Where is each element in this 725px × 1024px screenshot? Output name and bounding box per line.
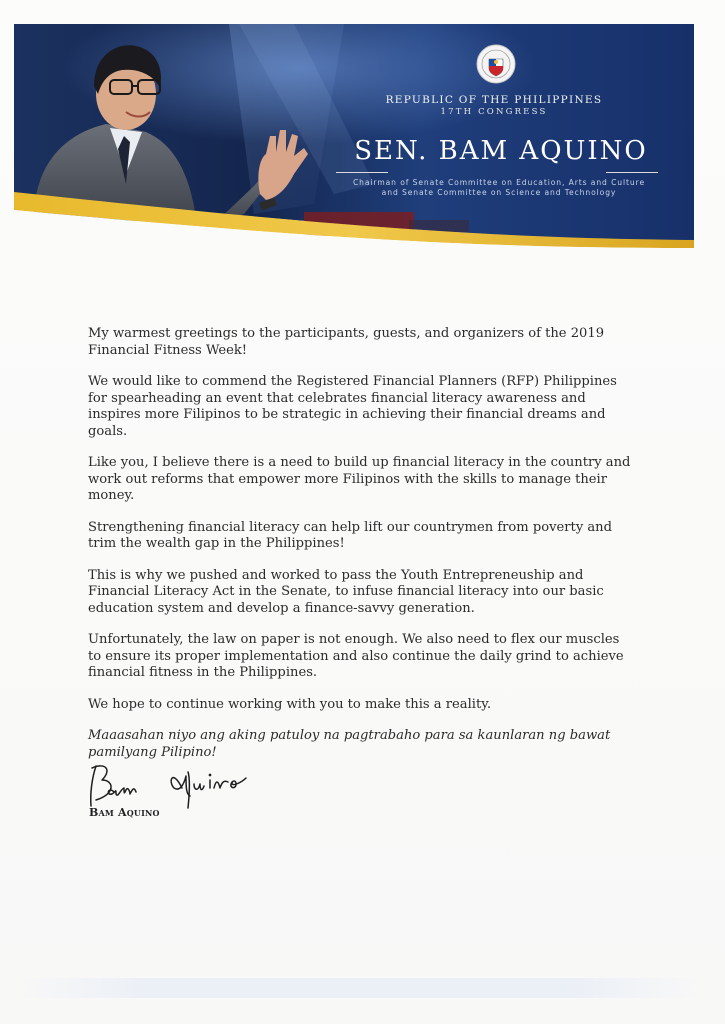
paragraph-law: This is why we pushed and worked to pass the Youth Entrepreneuship and Financial Literacy Act in the Senate, to infuse financial literacy into our basic education system and develop a finance-savvy generation. <box>88 567 604 616</box>
paragraph-greeting: My warmest greetings to the participants, guests, and organizers of the 2019 Financial Fitness Week! <box>88 326 605 358</box>
heading-rule-right <box>606 172 658 173</box>
signer-name: Bam Aquino <box>89 806 160 819</box>
senator-name-heading: SEN. BAM AQUINO <box>354 136 648 166</box>
paragraph-closing: Maaasahan niyo ang aking patuloy na pagtrabaho para sa kaunlaran ng bawat pamilyang Pilipino! <box>88 728 611 760</box>
handwritten-signature <box>86 758 276 813</box>
republic-label: REPUBLIC OF THE PHILIPPINES <box>385 94 603 106</box>
chair-line-2: and Senate Committee on Science and Technology <box>381 188 617 197</box>
paragraph-hope: We hope to continue working with you to make this a reality. <box>88 696 492 712</box>
paragraph-commend: We would like to commend the Registered Financial Planners (RFP) Philippines for spearheading an event that celebrates financial literacy awareness and inspires more Filipinos to be strategic in achieving their financial dreams and goals. <box>88 374 617 439</box>
paragraph-strengthening: Strengthening financial literacy can help lift our countrymen from poverty and trim the wealth gap in the Philippines! <box>88 519 612 551</box>
senate-seal-icon <box>476 44 516 84</box>
paragraph-belief: Like you, I believe there is a need to build up financial literacy in the country and work out reforms that empower more Filipinos with the skills to manage their money. <box>88 455 631 503</box>
paragraph-implementation: Unfortunately, the law on paper is not enough. We also need to flex our muscles to ensure its proper implementation and also continue the daily grind to achieve financial fitness in the Philippines. <box>88 632 624 680</box>
committee-chair-text <box>324 178 674 198</box>
heading-rule-left <box>336 172 388 173</box>
chair-line-1: Chairman of Senate Committee on Education, Arts and Culture <box>352 178 646 187</box>
letter-body <box>88 326 633 776</box>
letterhead-banner <box>14 24 694 250</box>
congress-label: 17TH CONGRESS <box>440 107 548 117</box>
scan-artifact <box>14 978 704 998</box>
